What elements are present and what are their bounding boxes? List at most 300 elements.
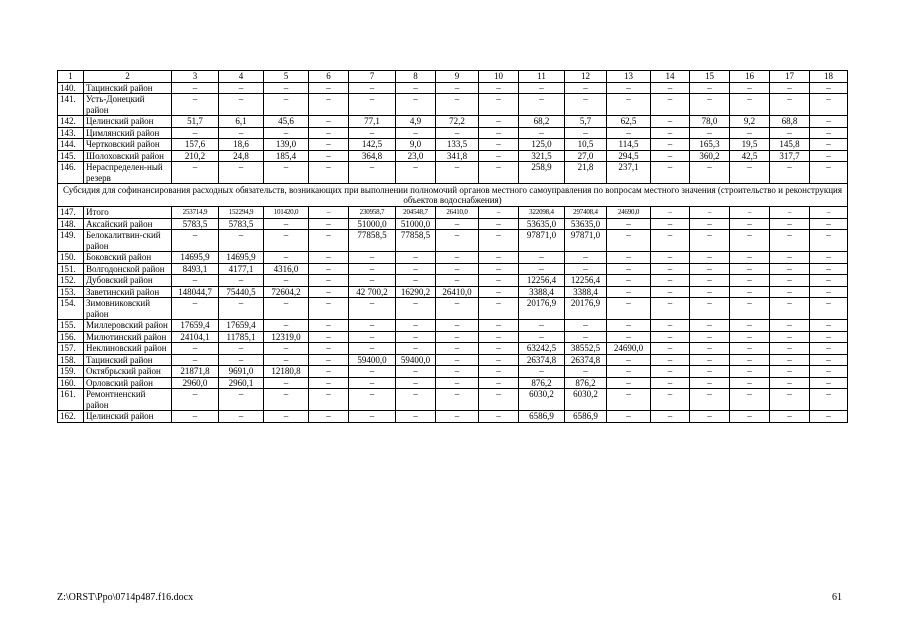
table-row — [58, 411, 848, 423]
row-number: 141. — [58, 94, 84, 116]
value-cell: – — [479, 389, 519, 411]
value-cell: – — [309, 343, 349, 355]
table-row — [58, 389, 848, 411]
value-cell: 26374,8 — [519, 354, 565, 366]
value-cell: 152294,9 — [219, 207, 264, 219]
value-cell: – — [264, 230, 309, 252]
row-number: 146. — [58, 162, 84, 184]
value-cell: – — [309, 411, 349, 423]
district-name: Целинский район — [84, 116, 172, 128]
district-name: Зимовниковский район — [84, 298, 172, 320]
value-cell: – — [730, 286, 770, 298]
value-cell: – — [730, 343, 770, 355]
value-cell: – — [690, 263, 730, 275]
table-row — [58, 127, 848, 139]
value-cell: 4316,0 — [264, 263, 309, 275]
value-cell: – — [219, 389, 264, 411]
value-cell: – — [690, 218, 730, 230]
value-cell: – — [349, 252, 396, 264]
value-cell: 12256,4 — [565, 275, 607, 287]
value-cell: – — [730, 320, 770, 332]
row-number: 147. — [58, 207, 84, 219]
value-cell: – — [396, 94, 436, 116]
value-cell: – — [690, 377, 730, 389]
value-cell: 51,7 — [172, 116, 219, 128]
value-cell: – — [349, 127, 396, 139]
value-cell: 17659,4 — [219, 320, 264, 332]
value-cell: 63242,5 — [519, 343, 565, 355]
value-cell: – — [264, 94, 309, 116]
value-cell: – — [479, 162, 519, 184]
row-number: 144. — [58, 139, 84, 151]
value-cell: – — [651, 116, 690, 128]
value-cell: – — [651, 286, 690, 298]
value-cell: – — [810, 275, 848, 287]
table-body — [58, 71, 848, 423]
value-cell: – — [396, 343, 436, 355]
district-name: Боковский район — [84, 252, 172, 264]
value-cell: 3388,4 — [519, 286, 565, 298]
value-cell: – — [810, 366, 848, 378]
value-cell: 4177,1 — [219, 263, 264, 275]
value-cell: – — [607, 263, 651, 275]
value-cell: 6030,2 — [519, 389, 565, 411]
value-cell: 6586,9 — [519, 411, 565, 423]
value-cell: 19,5 — [730, 139, 770, 151]
value-cell: – — [349, 366, 396, 378]
value-cell: – — [172, 94, 219, 116]
value-cell: – — [436, 343, 479, 355]
value-cell: – — [810, 94, 848, 116]
value-cell: – — [396, 263, 436, 275]
column-number-header: 6 — [309, 71, 349, 83]
value-cell: – — [651, 354, 690, 366]
district-name: Тацинский район — [84, 82, 172, 94]
value-cell: – — [770, 286, 810, 298]
district-name: Миллеровский район — [84, 320, 172, 332]
value-cell: – — [219, 82, 264, 94]
value-cell: – — [436, 389, 479, 411]
row-number: 143. — [58, 127, 84, 139]
value-cell: – — [264, 127, 309, 139]
value-cell: – — [690, 389, 730, 411]
table-row — [58, 263, 848, 275]
value-cell: – — [810, 116, 848, 128]
value-cell: – — [690, 94, 730, 116]
value-cell: – — [690, 230, 730, 252]
value-cell: 210,2 — [172, 150, 219, 162]
column-number-header: 11 — [519, 71, 565, 83]
value-cell: – — [770, 343, 810, 355]
value-cell: 157,6 — [172, 139, 219, 151]
value-cell: – — [730, 331, 770, 343]
value-cell: – — [309, 162, 349, 184]
value-cell: – — [309, 320, 349, 332]
value-cell: – — [479, 127, 519, 139]
value-cell: 62,5 — [607, 116, 651, 128]
value-cell: – — [607, 411, 651, 423]
value-cell: – — [309, 94, 349, 116]
value-cell: 185,4 — [264, 150, 309, 162]
value-cell: – — [479, 286, 519, 298]
value-cell: – — [519, 94, 565, 116]
value-cell: – — [309, 218, 349, 230]
value-cell: – — [607, 252, 651, 264]
district-name: Целинский район — [84, 411, 172, 423]
value-cell: 204548,7 — [396, 207, 436, 219]
footer-file-path: Z:\ORST\Ppo\0714p487.f16.docx — [57, 592, 194, 603]
value-cell: – — [651, 230, 690, 252]
section-title: Субсидия для софинансирования расходных обязательств, возникающих при выполнении полномочий органов местного самоуправления по вопросам местного значения (строительство и реконструкция объектов водоснабжения) — [58, 184, 848, 207]
row-number: 161. — [58, 389, 84, 411]
value-cell: – — [810, 207, 848, 219]
row-number: 159. — [58, 366, 84, 378]
value-cell: – — [651, 263, 690, 275]
value-cell: – — [690, 331, 730, 343]
value-cell: – — [479, 343, 519, 355]
value-cell: – — [730, 275, 770, 287]
value-cell: 59400,0 — [349, 354, 396, 366]
value-cell: – — [651, 207, 690, 219]
value-cell: – — [309, 366, 349, 378]
value-cell: – — [264, 354, 309, 366]
value-cell: – — [309, 298, 349, 320]
value-cell: – — [770, 94, 810, 116]
value-cell: – — [264, 377, 309, 389]
value-cell: – — [607, 127, 651, 139]
value-cell: – — [565, 252, 607, 264]
value-cell: – — [730, 389, 770, 411]
value-cell: – — [172, 162, 219, 184]
value-cell: – — [349, 162, 396, 184]
value-cell: – — [690, 320, 730, 332]
value-cell: 253714,9 — [172, 207, 219, 219]
value-cell: 59400,0 — [396, 354, 436, 366]
value-cell: – — [396, 377, 436, 389]
value-cell: – — [309, 263, 349, 275]
value-cell: – — [396, 320, 436, 332]
district-name: Белокалитвин-ский район — [84, 230, 172, 252]
value-cell: 21,8 — [565, 162, 607, 184]
value-cell: 114,5 — [607, 139, 651, 151]
value-cell: 77858,5 — [349, 230, 396, 252]
row-number: 162. — [58, 411, 84, 423]
column-number-header: 1 — [58, 71, 84, 83]
value-cell: – — [436, 94, 479, 116]
value-cell: – — [651, 127, 690, 139]
column-number-header: 9 — [436, 71, 479, 83]
table-row — [58, 230, 848, 252]
value-cell: – — [565, 263, 607, 275]
value-cell: – — [690, 366, 730, 378]
value-cell: – — [436, 127, 479, 139]
column-number-header: 12 — [565, 71, 607, 83]
value-cell: 360,2 — [690, 150, 730, 162]
value-cell: – — [607, 366, 651, 378]
value-cell: – — [309, 252, 349, 264]
value-cell: 5,7 — [565, 116, 607, 128]
value-cell: – — [690, 354, 730, 366]
value-cell: – — [519, 252, 565, 264]
value-cell: 68,2 — [519, 116, 565, 128]
value-cell: 876,2 — [565, 377, 607, 389]
district-name: Чертковский район — [84, 139, 172, 151]
value-cell: – — [607, 320, 651, 332]
value-cell: – — [690, 82, 730, 94]
value-cell: 14695,9 — [219, 252, 264, 264]
value-cell: – — [172, 127, 219, 139]
value-cell: 77,1 — [349, 116, 396, 128]
value-cell: – — [565, 366, 607, 378]
value-cell: – — [607, 230, 651, 252]
column-number-header: 14 — [651, 71, 690, 83]
value-cell: – — [479, 116, 519, 128]
value-cell: 133,5 — [436, 139, 479, 151]
row-number: 142. — [58, 116, 84, 128]
value-cell: – — [219, 411, 264, 423]
value-cell: – — [479, 366, 519, 378]
value-cell: – — [479, 218, 519, 230]
value-cell: – — [690, 275, 730, 287]
column-number-header: 7 — [349, 71, 396, 83]
value-cell: 72,2 — [436, 116, 479, 128]
value-cell: – — [770, 263, 810, 275]
value-cell: – — [730, 127, 770, 139]
value-cell: – — [770, 252, 810, 264]
value-cell: – — [264, 218, 309, 230]
value-cell: – — [396, 411, 436, 423]
column-number-header: 17 — [770, 71, 810, 83]
value-cell: – — [565, 82, 607, 94]
value-cell: 2960,1 — [219, 377, 264, 389]
value-cell: – — [172, 275, 219, 287]
value-cell: – — [519, 366, 565, 378]
column-number-header: 2 — [84, 71, 172, 83]
value-cell: 26410,0 — [436, 207, 479, 219]
value-cell: 24690,0 — [607, 343, 651, 355]
row-number: 155. — [58, 320, 84, 332]
value-cell: – — [349, 263, 396, 275]
value-cell: – — [651, 320, 690, 332]
table-row — [58, 354, 848, 366]
value-cell: – — [396, 389, 436, 411]
value-cell: 294,5 — [607, 150, 651, 162]
value-cell: – — [436, 354, 479, 366]
value-cell: – — [770, 320, 810, 332]
value-cell: – — [810, 343, 848, 355]
value-cell: – — [479, 252, 519, 264]
value-cell: 27,0 — [565, 150, 607, 162]
column-number-header: 4 — [219, 71, 264, 83]
value-cell: – — [349, 389, 396, 411]
value-cell: 165,3 — [690, 139, 730, 151]
table-row — [58, 162, 848, 184]
value-cell: – — [651, 139, 690, 151]
value-cell: – — [264, 411, 309, 423]
value-cell: – — [651, 252, 690, 264]
value-cell: – — [810, 354, 848, 366]
value-cell: – — [607, 286, 651, 298]
value-cell: – — [730, 162, 770, 184]
value-cell: – — [607, 82, 651, 94]
value-cell: 317,7 — [770, 150, 810, 162]
district-name: Заветинский район — [84, 286, 172, 298]
header-row — [58, 71, 848, 83]
value-cell: – — [349, 298, 396, 320]
value-cell: 26410,0 — [436, 286, 479, 298]
value-cell: – — [264, 252, 309, 264]
value-cell: 297408,4 — [565, 207, 607, 219]
value-cell: – — [730, 377, 770, 389]
table-row — [58, 82, 848, 94]
value-cell: – — [309, 377, 349, 389]
value-cell: – — [264, 298, 309, 320]
value-cell: – — [519, 320, 565, 332]
value-cell: – — [690, 298, 730, 320]
value-cell: – — [730, 263, 770, 275]
value-cell: – — [172, 411, 219, 423]
value-cell: 6,1 — [219, 116, 264, 128]
value-cell: – — [810, 82, 848, 94]
value-cell: – — [810, 218, 848, 230]
value-cell: 139,0 — [264, 139, 309, 151]
value-cell: – — [690, 127, 730, 139]
row-number: 145. — [58, 150, 84, 162]
row-number: 151. — [58, 263, 84, 275]
value-cell: – — [565, 94, 607, 116]
value-cell: 77858,5 — [396, 230, 436, 252]
value-cell: – — [172, 298, 219, 320]
value-cell: – — [264, 320, 309, 332]
district-name: Милютинский район — [84, 331, 172, 343]
value-cell: 4,9 — [396, 116, 436, 128]
district-name: Усть-Донецкий район — [84, 94, 172, 116]
value-cell: – — [565, 127, 607, 139]
value-cell: – — [309, 331, 349, 343]
value-cell: – — [172, 82, 219, 94]
district-name: Цимлянский район — [84, 127, 172, 139]
value-cell: – — [607, 275, 651, 287]
value-cell: 12319,0 — [264, 331, 309, 343]
table-row — [58, 116, 848, 128]
district-name: Тацинский район — [84, 354, 172, 366]
column-number-header: 15 — [690, 71, 730, 83]
value-cell: – — [309, 139, 349, 151]
value-cell: – — [309, 127, 349, 139]
value-cell: – — [172, 230, 219, 252]
value-cell: 2960,0 — [172, 377, 219, 389]
value-cell: 51000,0 — [396, 218, 436, 230]
district-name: Итого — [84, 207, 172, 219]
value-cell: – — [651, 411, 690, 423]
value-cell: – — [436, 82, 479, 94]
value-cell: 97871,0 — [565, 230, 607, 252]
value-cell: – — [479, 94, 519, 116]
value-cell: 16290,2 — [396, 286, 436, 298]
value-cell: – — [479, 82, 519, 94]
row-number: 149. — [58, 230, 84, 252]
value-cell: – — [396, 366, 436, 378]
section-row — [58, 184, 848, 207]
value-cell: – — [810, 127, 848, 139]
value-cell: – — [651, 218, 690, 230]
value-cell: – — [810, 150, 848, 162]
value-cell: – — [770, 275, 810, 287]
value-cell: – — [770, 127, 810, 139]
value-cell: – — [810, 286, 848, 298]
value-cell: 5783,5 — [172, 218, 219, 230]
value-cell: – — [349, 82, 396, 94]
value-cell: – — [770, 298, 810, 320]
value-cell: – — [810, 162, 848, 184]
value-cell: 26374,8 — [565, 354, 607, 366]
value-cell: – — [810, 331, 848, 343]
value-cell: – — [565, 320, 607, 332]
value-cell: – — [396, 252, 436, 264]
value-cell: 38552,5 — [565, 343, 607, 355]
value-cell: 5783,5 — [219, 218, 264, 230]
table-row — [58, 275, 848, 287]
page-number: 61 — [832, 592, 842, 603]
value-cell: – — [810, 411, 848, 423]
value-cell: 53635,0 — [519, 218, 565, 230]
value-cell: 3388,4 — [565, 286, 607, 298]
value-cell: 364,8 — [349, 150, 396, 162]
value-cell: – — [607, 354, 651, 366]
value-cell: – — [172, 343, 219, 355]
value-cell: 17659,4 — [172, 320, 219, 332]
table-row — [58, 320, 848, 332]
column-number-header: 3 — [172, 71, 219, 83]
value-cell: – — [565, 331, 607, 343]
value-cell: – — [770, 366, 810, 378]
value-cell: – — [436, 275, 479, 287]
value-cell: – — [690, 252, 730, 264]
value-cell: – — [607, 218, 651, 230]
value-cell: – — [436, 366, 479, 378]
value-cell: – — [730, 230, 770, 252]
row-number: 157. — [58, 343, 84, 355]
value-cell: 21871,8 — [172, 366, 219, 378]
value-cell: – — [690, 343, 730, 355]
value-cell: – — [396, 298, 436, 320]
row-number: 160. — [58, 377, 84, 389]
table-row — [58, 139, 848, 151]
value-cell: 72604,2 — [264, 286, 309, 298]
value-cell: 42 700,2 — [349, 286, 396, 298]
column-number-header: 16 — [730, 71, 770, 83]
value-cell: 42,5 — [730, 150, 770, 162]
value-cell: – — [651, 377, 690, 389]
value-cell: – — [264, 275, 309, 287]
district-name: Волгодонской район — [84, 263, 172, 275]
value-cell: 876,2 — [519, 377, 565, 389]
value-cell: – — [810, 298, 848, 320]
value-cell: – — [219, 230, 264, 252]
district-name: Нераспределен-ный резерв — [84, 162, 172, 184]
district-name: Октябрьский район — [84, 366, 172, 378]
value-cell: 8493,1 — [172, 263, 219, 275]
table-row — [58, 207, 848, 219]
value-cell: 20176,9 — [565, 298, 607, 320]
value-cell: 142,5 — [349, 139, 396, 151]
column-number-header: 13 — [607, 71, 651, 83]
value-cell: 78,0 — [690, 116, 730, 128]
value-cell: – — [436, 377, 479, 389]
value-cell: – — [810, 320, 848, 332]
value-cell: – — [730, 218, 770, 230]
column-number-header: 18 — [810, 71, 848, 83]
